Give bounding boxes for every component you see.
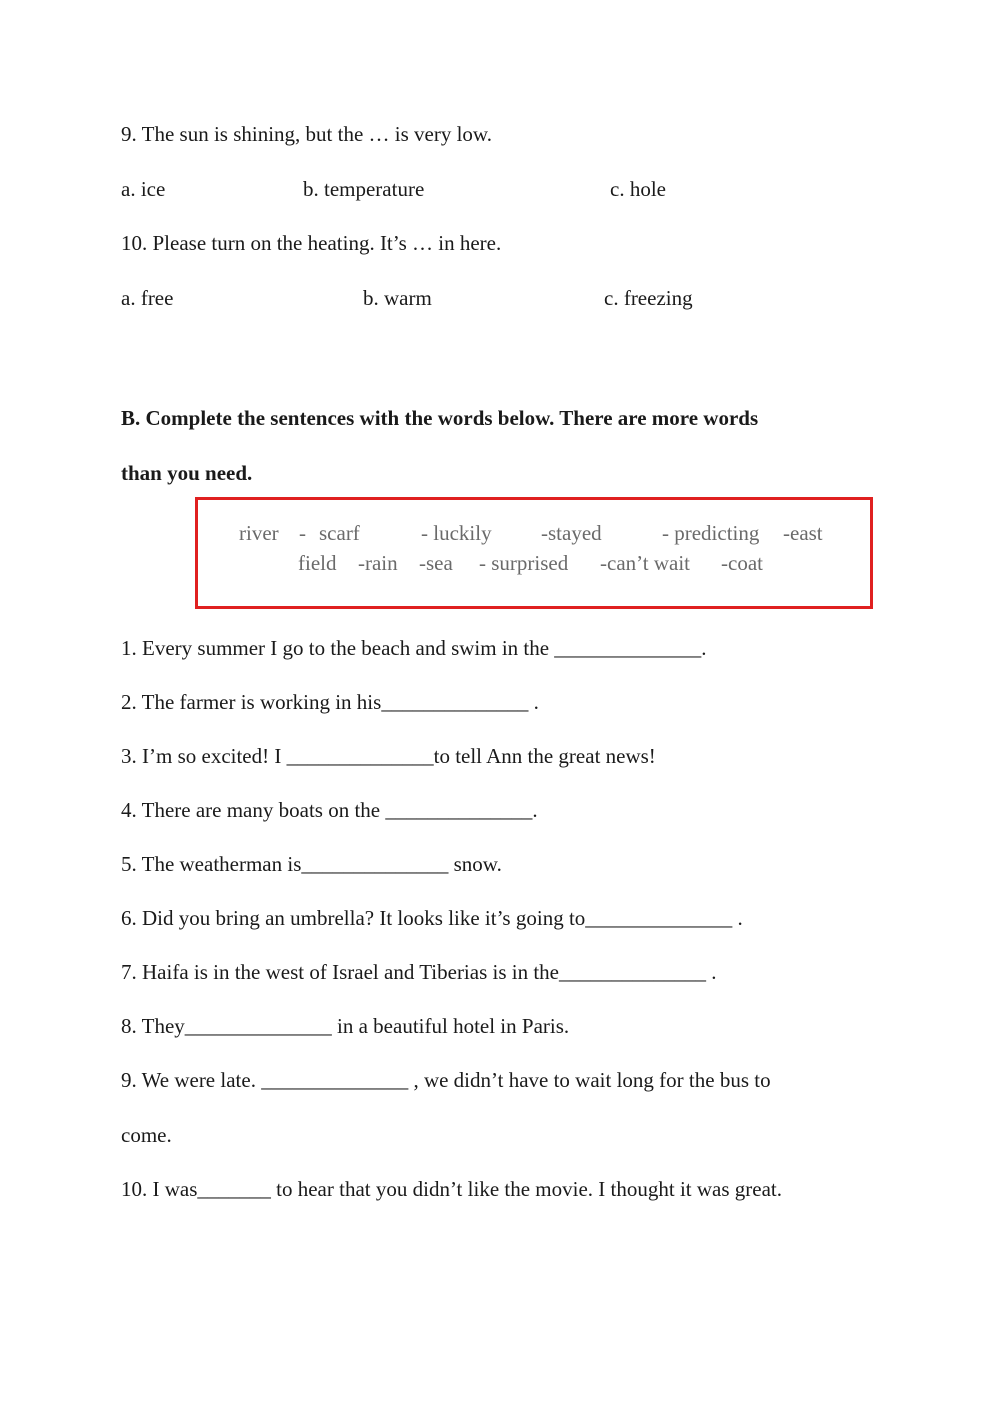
word-bank-item: scarf (319, 521, 360, 545)
question-a9-text: 9. The sun is shining, but the … is very low. (121, 122, 492, 146)
question-a10-text: 10. Please turn on the heating. It’s … in here. (121, 231, 502, 255)
question-a10-option-a: a. free (121, 286, 174, 310)
section-b-heading-line1: B. Complete the sentences with the words below. There are more words (121, 406, 759, 430)
sentence-b9-continued: come. (121, 1123, 172, 1147)
word-bank-item: river (239, 521, 279, 545)
sentence-b10: 10. I was_______ to hear that you didn’t like the movie. I thought it was great. (121, 1177, 782, 1201)
sentence-b3: 3. I’m so excited! I ______________to tell Ann the great news! (121, 744, 656, 768)
sentence-b9: 9. We were late. ______________ , we didn’t have to wait long for the bus to (121, 1068, 771, 1092)
word-bank-item: -sea (419, 551, 453, 575)
word-bank-item: field (298, 551, 337, 575)
word-bank-item: - luckily (421, 521, 492, 545)
sentence-b4: 4. There are many boats on the ______________. (121, 798, 538, 822)
sentence-b2: 2. The farmer is working in his______________ . (121, 690, 539, 714)
word-bank-box (195, 497, 873, 609)
word-bank-item: - predicting (662, 521, 760, 545)
word-bank-separator: - (299, 521, 306, 545)
word-bank-item: -rain (358, 551, 398, 575)
sentence-b8: 8. They______________ in a beautiful hotel in Paris. (121, 1014, 570, 1038)
sentence-b1: 1. Every summer I go to the beach and swim in the ______________. (121, 636, 707, 660)
section-b-heading-line2: than you need. (121, 461, 253, 485)
question-a10-option-b: b. warm (363, 286, 432, 310)
word-bank-item: -coat (721, 551, 763, 575)
question-a9-option-c: c. hole (610, 177, 666, 201)
word-bank-item: -can’t wait (600, 551, 690, 575)
sentence-b6: 6. Did you bring an umbrella? It looks like it’s going to______________ . (121, 906, 743, 930)
sentence-b5: 5. The weatherman is______________ snow. (121, 852, 502, 876)
question-a9-option-b: b. temperature (303, 177, 425, 201)
word-bank-item: - surprised (479, 551, 569, 575)
word-bank-item: -stayed (541, 521, 602, 545)
sentence-b7: 7. Haifa is in the west of Israel and Tiberias is in the______________ . (121, 960, 717, 984)
word-bank-item: -east (783, 521, 823, 545)
question-a9-option-a: a. ice (121, 177, 166, 201)
question-a10-option-c: c. freezing (604, 286, 693, 310)
